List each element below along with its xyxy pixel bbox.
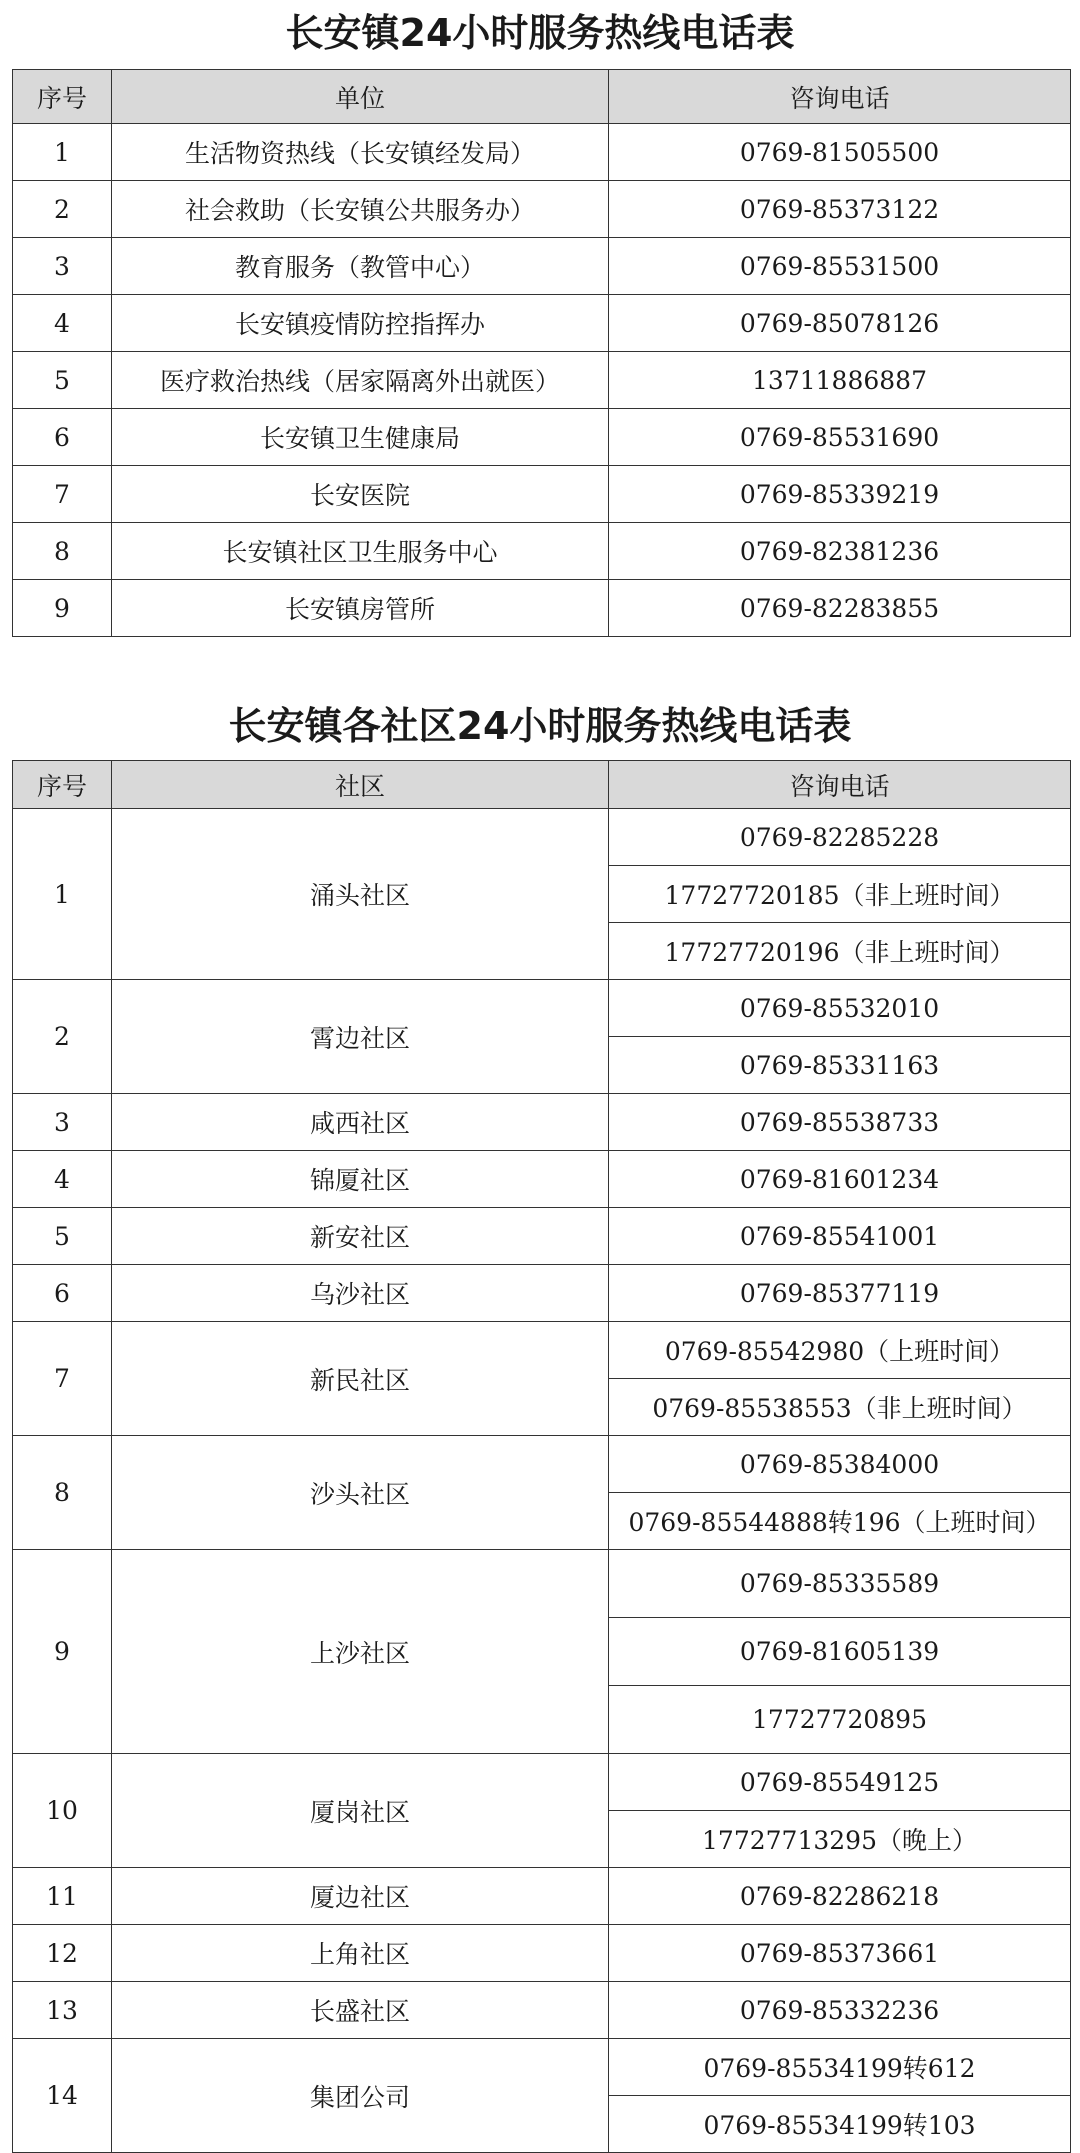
table-header-row <box>13 761 1071 809</box>
table-row <box>13 1208 1071 1265</box>
row-no: 4 <box>13 1151 112 1208</box>
table-row <box>13 1322 1071 1379</box>
row-no: 11 <box>13 1868 112 1925</box>
row-no: 3 <box>13 238 112 295</box>
row-phone[interactable]: 0769-85531690 <box>609 409 1071 466</box>
row-community: 沙头社区 <box>112 1436 609 1550</box>
row-no: 6 <box>13 409 112 466</box>
table-row <box>13 580 1071 637</box>
row-unit: 医疗救治热线（居家隔离外出就医） <box>112 352 609 409</box>
row-phone[interactable]: 0769-85549125 <box>609 1754 1071 1811</box>
row-phone[interactable]: 0769-85373122 <box>609 181 1071 238</box>
row-phone[interactable]: 0769-85534199转612 <box>609 2039 1071 2096</box>
row-no: 13 <box>13 1982 112 2039</box>
row-community: 涌头社区 <box>112 809 609 980</box>
row-unit: 社会救助（长安镇公共服务办） <box>112 181 609 238</box>
table-row <box>13 466 1071 523</box>
table-row <box>13 809 1071 866</box>
row-phone[interactable]: 17727720185（非上班时间） <box>609 866 1071 923</box>
row-phone[interactable]: 0769-85531500 <box>609 238 1071 295</box>
table-row <box>13 980 1071 1037</box>
row-phone[interactable]: 13711886887 <box>609 352 1071 409</box>
table-row <box>13 1436 1071 1493</box>
header-community: 社区 <box>112 761 609 809</box>
row-phone[interactable]: 0769-85544888转196（上班时间） <box>609 1493 1071 1550</box>
row-no: 9 <box>13 1550 112 1754</box>
row-phone[interactable]: 17727720196（非上班时间） <box>609 923 1071 980</box>
table2-title: 长安镇各社区24小时服务热线电话表 <box>228 704 852 748</box>
table-row <box>13 1151 1071 1208</box>
row-community: 厦岗社区 <box>112 1754 609 1868</box>
row-no: 12 <box>13 1925 112 1982</box>
row-no: 6 <box>13 1265 112 1322</box>
row-community: 咸西社区 <box>112 1094 609 1151</box>
table-row <box>13 523 1071 580</box>
row-unit: 长安镇疫情防控指挥办 <box>112 295 609 352</box>
row-phone[interactable]: 0769-82381236 <box>609 523 1071 580</box>
row-no: 9 <box>13 580 112 637</box>
header-unit: 单位 <box>112 70 609 124</box>
row-community: 霄边社区 <box>112 980 609 1094</box>
row-phone[interactable]: 0769-82285228 <box>609 809 1071 866</box>
row-no: 7 <box>13 466 112 523</box>
hotline-table <box>12 69 1071 637</box>
row-phone[interactable]: 0769-85542980（上班时间） <box>609 1322 1071 1379</box>
row-unit: 生活物资热线（长安镇经发局） <box>112 124 609 181</box>
row-phone[interactable]: 0769-81505500 <box>609 124 1071 181</box>
row-no: 14 <box>13 2039 112 2153</box>
row-community: 乌沙社区 <box>112 1265 609 1322</box>
row-phone[interactable]: 17727720895 <box>609 1686 1071 1754</box>
row-no: 3 <box>13 1094 112 1151</box>
row-no: 8 <box>13 523 112 580</box>
table-row <box>13 295 1071 352</box>
table-row <box>13 1868 1071 1925</box>
row-no: 7 <box>13 1322 112 1436</box>
row-unit: 长安医院 <box>112 466 609 523</box>
row-no: 5 <box>13 1208 112 1265</box>
row-phone[interactable]: 17727713295（晚上） <box>609 1811 1071 1868</box>
table-row <box>13 409 1071 466</box>
header-phone: 咨询电话 <box>609 761 1071 809</box>
table-row <box>13 1982 1071 2039</box>
row-community: 锦厦社区 <box>112 1151 609 1208</box>
table-row <box>13 1925 1071 1982</box>
row-community: 厦边社区 <box>112 1868 609 1925</box>
row-phone[interactable]: 0769-85538733 <box>609 1094 1071 1151</box>
row-phone[interactable]: 0769-85384000 <box>609 1436 1071 1493</box>
row-phone[interactable]: 0769-85331163 <box>609 1037 1071 1094</box>
row-community: 上沙社区 <box>112 1550 609 1754</box>
row-phone[interactable]: 0769-85373661 <box>609 1925 1071 1982</box>
row-community: 长盛社区 <box>112 1982 609 2039</box>
row-unit: 长安镇卫生健康局 <box>112 409 609 466</box>
row-phone[interactable]: 0769-82286218 <box>609 1868 1071 1925</box>
table-row <box>13 1550 1071 1618</box>
header-no: 序号 <box>13 70 112 124</box>
table-row <box>13 181 1071 238</box>
row-no: 1 <box>13 809 112 980</box>
row-no: 8 <box>13 1436 112 1550</box>
row-community: 新安社区 <box>112 1208 609 1265</box>
table-row <box>13 1754 1071 1811</box>
row-community: 上角社区 <box>112 1925 609 1982</box>
row-unit: 长安镇社区卫生服务中心 <box>112 523 609 580</box>
row-phone[interactable]: 0769-85538553（非上班时间） <box>609 1379 1071 1436</box>
row-phone[interactable]: 0769-82283855 <box>609 580 1071 637</box>
row-phone[interactable]: 0769-85532010 <box>609 980 1071 1037</box>
table-row <box>13 352 1071 409</box>
row-phone[interactable]: 0769-85339219 <box>609 466 1071 523</box>
row-no: 10 <box>13 1754 112 1868</box>
row-community: 集团公司 <box>112 2039 609 2153</box>
header-phone: 咨询电话 <box>609 70 1071 124</box>
table-row <box>13 238 1071 295</box>
table1-title: 长安镇24小时服务热线电话表 <box>285 11 795 55</box>
table-header-row <box>13 70 1071 124</box>
row-no: 4 <box>13 295 112 352</box>
table-row <box>13 1265 1071 1322</box>
table-row <box>13 2039 1071 2096</box>
row-phone[interactable]: 0769-81601234 <box>609 1151 1071 1208</box>
row-phone[interactable]: 0769-85534199转103 <box>609 2096 1071 2153</box>
row-no: 2 <box>13 980 112 1094</box>
row-phone[interactable]: 0769-85332236 <box>609 1982 1071 2039</box>
row-no: 1 <box>13 124 112 181</box>
header-no: 序号 <box>13 761 112 809</box>
row-unit: 教育服务（教管中心） <box>112 238 609 295</box>
row-no: 5 <box>13 352 112 409</box>
community-hotline-table <box>12 760 1071 2153</box>
row-phone[interactable]: 0769-85335589 <box>609 1550 1071 1618</box>
row-phone[interactable]: 0769-81605139 <box>609 1618 1071 1686</box>
table-row <box>13 1094 1071 1151</box>
row-phone[interactable]: 0769-85078126 <box>609 295 1071 352</box>
table-row <box>13 124 1071 181</box>
row-phone[interactable]: 0769-85377119 <box>609 1265 1071 1322</box>
row-community: 新民社区 <box>112 1322 609 1436</box>
row-unit: 长安镇房管所 <box>112 580 609 637</box>
row-no: 2 <box>13 181 112 238</box>
row-phone[interactable]: 0769-85541001 <box>609 1208 1071 1265</box>
